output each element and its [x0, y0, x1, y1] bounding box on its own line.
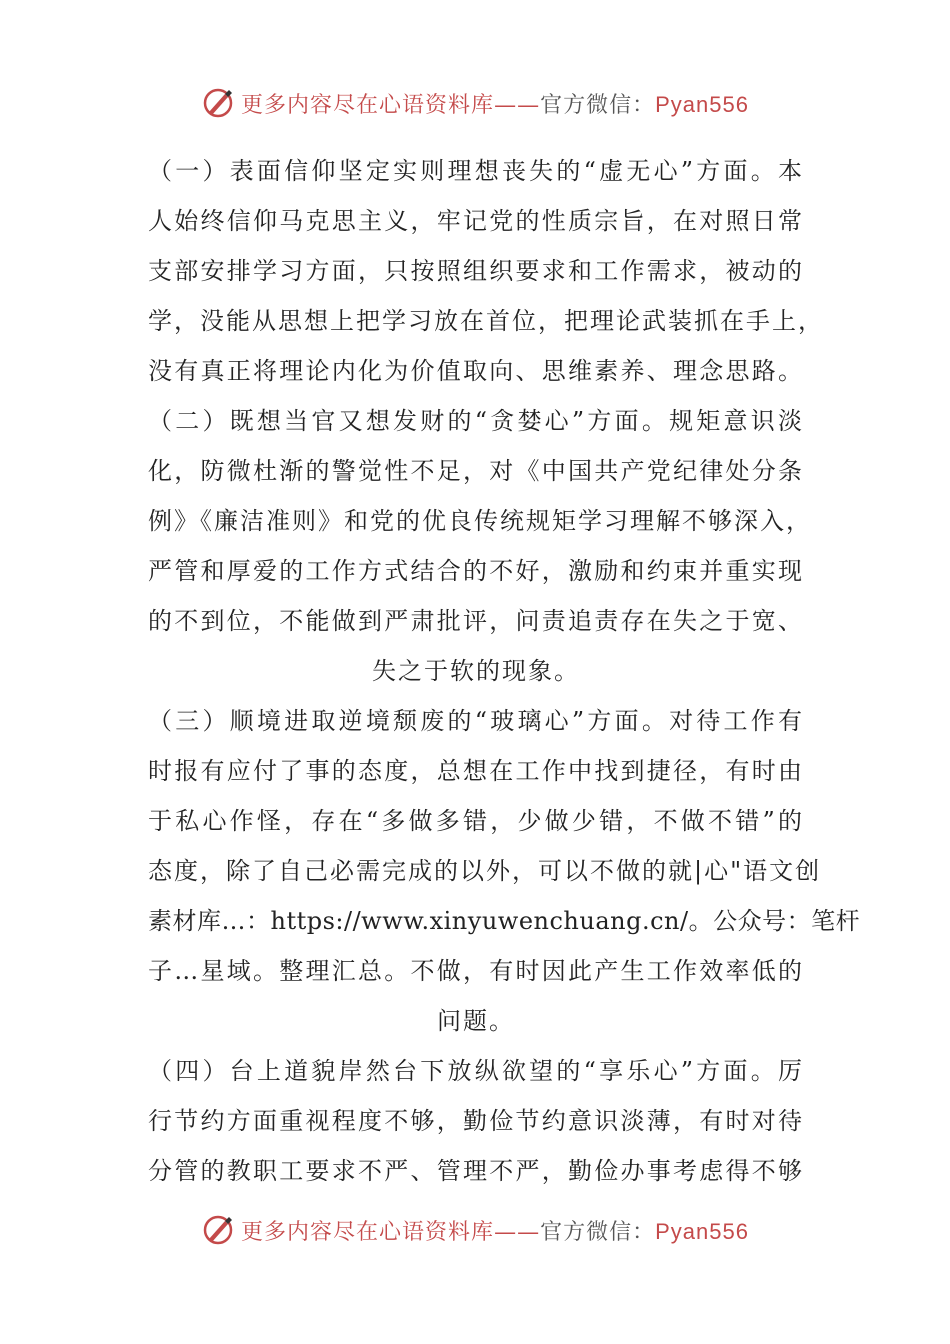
text-line: 学，没能从思想上把学习放在首位，把理论武装抓在手上， [148, 307, 824, 335]
text-line: （一）表面信仰坚定实则理想丧失的“虚无心”方面。本 [148, 157, 804, 185]
text-line: 于私心作怪，存在“多做多错，少做少错，不做不错”的 [148, 807, 804, 835]
text-line: 化，防微杜渐的警觉性不足，对《中国共产党纪律处分条 [148, 457, 804, 485]
text-line: （二）既想当官又想发财的“贪婪心”方面。规矩意识淡 [148, 407, 804, 435]
banner-dash: —— [494, 1219, 541, 1245]
banner-dash: —— [494, 92, 541, 118]
text-line-url: 素材库…：https://www.xinyuwenchuang.cn/。公众号：笔杆 [148, 907, 861, 935]
banner-wechat-label: 官方微信： [540, 92, 656, 118]
text-line: 支部安排学习方面，只按照组织要求和工作需求，被动的 [148, 257, 804, 285]
text-line: 子…星域。整理汇总。不做，有时因此产生工作效率低的 [148, 957, 804, 985]
text-line: 人始终信仰马克思主义，牢记党的性质宗旨，在对照日常 [148, 207, 804, 235]
footer-banner [0, 1210, 950, 1250]
text-line: 例》《廉洁准则》和党的优良传统规矩学习理解不够深入， [148, 507, 812, 535]
text-line: 的不到位，不能做到严肃批评，问责追责存在失之于宽、 [148, 607, 804, 635]
text-line: 失之于软的现象。 [372, 657, 580, 685]
text-line: 分管的教职工要求不严、管理不严，勤俭办事考虑得不够 [148, 1157, 804, 1185]
banner-wechat-label: 官方微信： [540, 1219, 656, 1245]
banner-text [241, 88, 749, 119]
text-line: 没有真正将理论内化为价值取向、思维素养、理念思路。 [148, 357, 804, 385]
banner-wechat-id: Pyan556 [655, 1218, 749, 1244]
text-line: （四）台上道貌岸然台下放纵欲望的“享乐心”方面。厉 [148, 1057, 804, 1085]
banner-main: 更多内容尽在心语资料库 [241, 92, 495, 118]
banner-text [241, 1215, 749, 1246]
banner-main: 更多内容尽在心语资料库 [241, 1219, 495, 1245]
pen-logo-icon [201, 1213, 235, 1247]
text-line: 行节约方面重视程度不够，勤俭节约意识淡薄，有时对待 [148, 1107, 804, 1135]
banner-wechat-id: Pyan556 [655, 91, 749, 117]
text-line: 严管和厚爱的工作方式结合的不好，激励和约束并重实现 [148, 557, 804, 585]
text-line: 态度，除了自己必需完成的以外，可以不做的就|心"语文创 [148, 857, 822, 885]
text-line: 时报有应付了事的态度，总想在工作中找到捷径，有时由 [148, 757, 804, 785]
pen-logo-icon [201, 86, 235, 120]
text-line: 问题。 [437, 1007, 515, 1035]
text-line: （三）顺境进取逆境颓废的“玻璃心”方面。对待工作有 [148, 707, 804, 735]
header-banner [0, 83, 950, 123]
